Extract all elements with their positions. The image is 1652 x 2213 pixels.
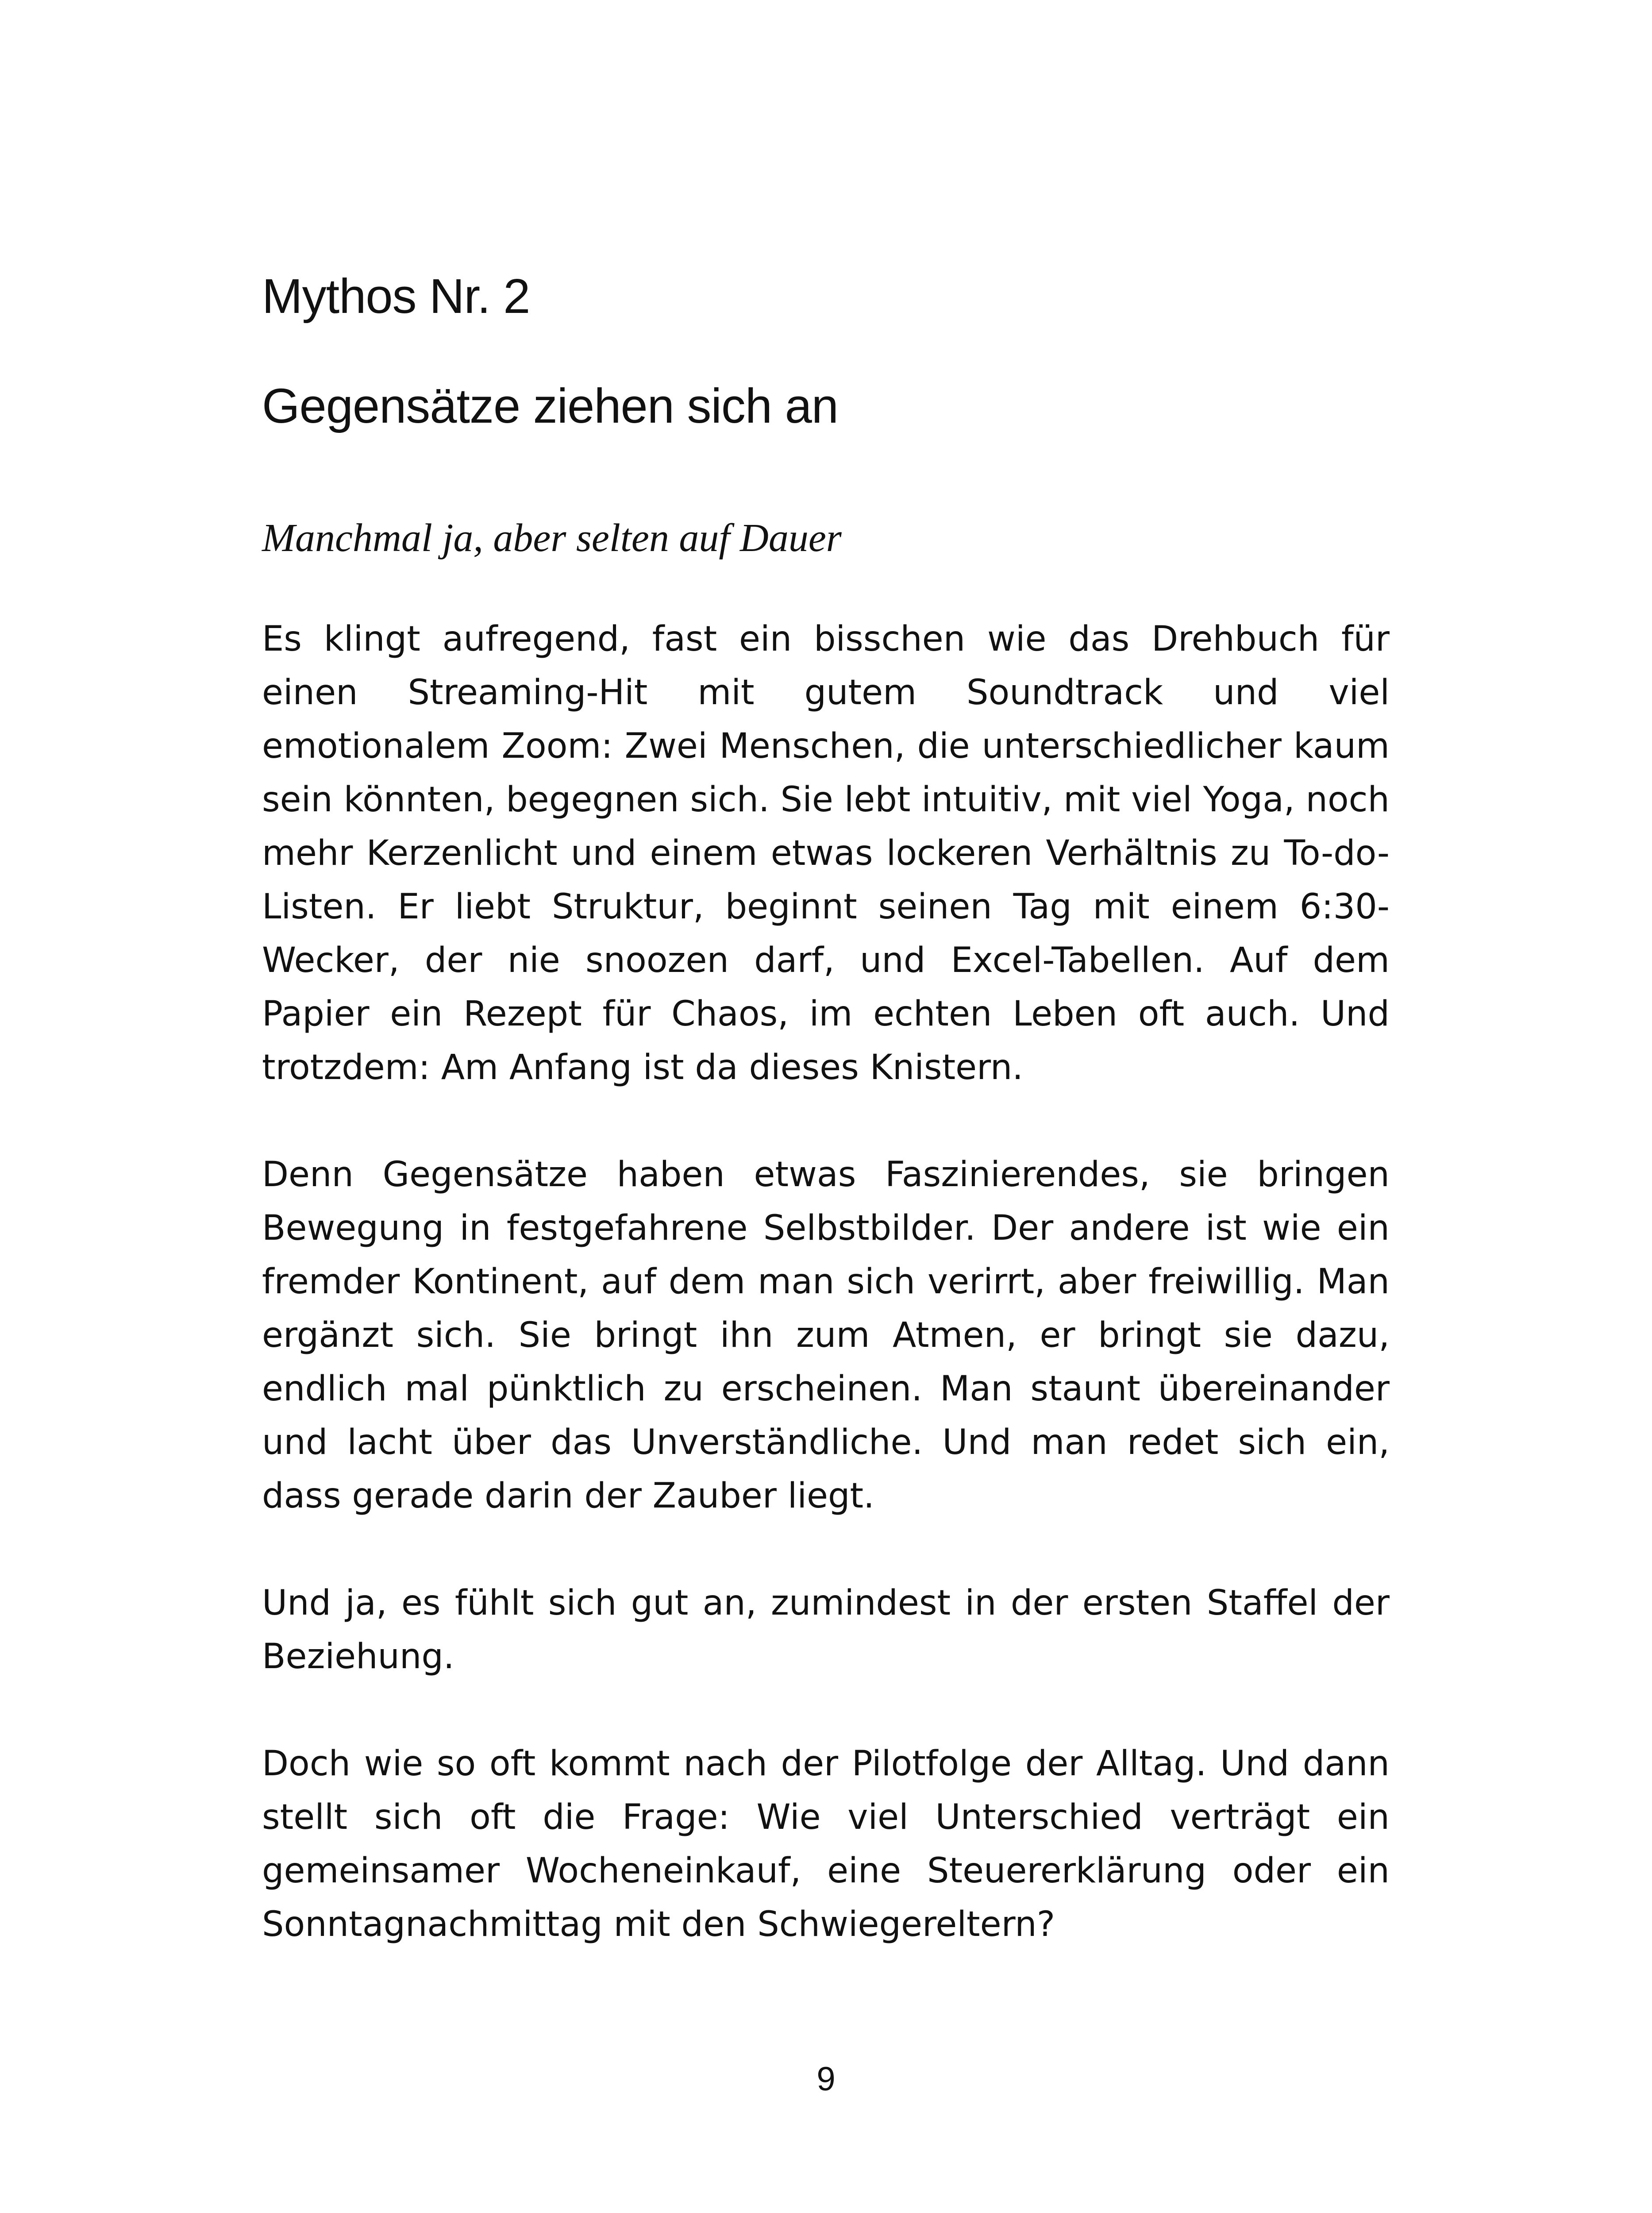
page-content — [262, 266, 1390, 1951]
paragraph-2: Denn Gegensätze haben etwas Faszinierendes, sie bringen Bewegung in festgefahrene Selbstbilder. Der andere ist wie ein fremder Kontinent, auf dem man sich verirrt, aber freiwillig. Man ergänzt sich. Sie bringt ihn zum Atmen, er bringt sie dazu, endlich mal pünktlich zu erscheinen. Man staunt übereinander und lacht über das Unverständliche. Und man redet sich ein, dass gerade darin der Zauber liegt. — [262, 1155, 1390, 1516]
chapter-subtitle: Manchmal ja, aber selten auf Dauer — [262, 516, 842, 560]
paragraph-4: Doch wie so oft kommt nach der Pilotfolge der Alltag. Und dann stellt sich oft die Frage: Wie viel Unterschied verträgt ein gemeinsamer Wocheneinkauf, eine Steuererklärung oder ein Sonntagnachmittag mit den Schwiegereltern? — [262, 1744, 1390, 1944]
paragraph-3: Und ja, es fühlt sich gut an, zumindest in der ersten Staffel der Beziehung. — [262, 1583, 1390, 1677]
chapter-label: Mythos Nr. 2 — [262, 269, 530, 324]
chapter-title: Gegensätze ziehen sich an — [262, 379, 838, 433]
page-number: 9 — [816, 2060, 836, 2098]
paragraph-1: Es klingt aufregend, fast ein bisschen wie das Drehbuch für einen Streaming-Hit mit gutem Soundtrack und viel emotionalem Zoom: Zwei Menschen, die unterschiedlicher kaum sein könnten, begegnen sich. Sie lebt intuitiv, mit viel Yoga, noch mehr Kerzenlicht und einem etwas lockeren Verhältnis zu To-do-Listen. Er liebt Struktur, beginnt seinen Tag mit einem 6:30-Wecker, der nie snoozen darf, und Excel-Tabellen. Auf dem Papier ein Rezept für Chaos, im echten Leben oft auch. Und trotzdem: Am Anfang ist da dieses Knistern. — [262, 619, 1390, 1087]
